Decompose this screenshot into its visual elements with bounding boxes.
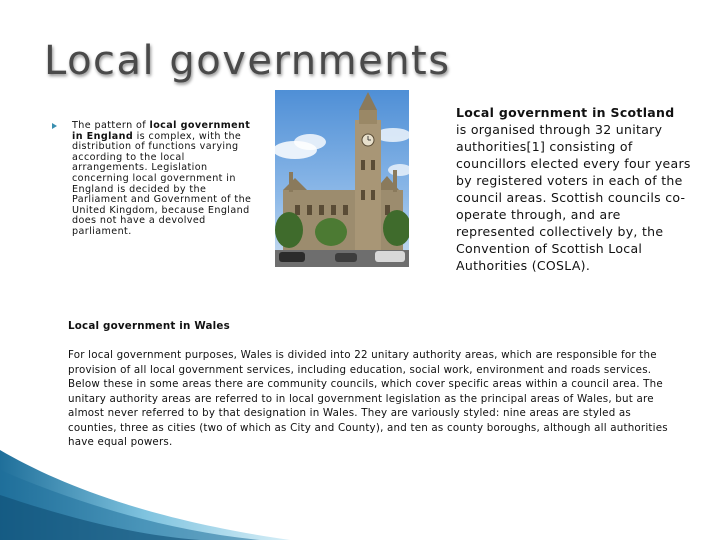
england-bullet (52, 121, 257, 238)
wales-heading: Local government in Wales (68, 320, 230, 332)
town-hall-photo (275, 90, 409, 267)
england-paragraph (72, 121, 257, 238)
england-prefix: The pattern of (72, 120, 150, 131)
decorative-wave (0, 440, 300, 540)
scotland-paragraph (456, 104, 701, 274)
wales-section (68, 319, 680, 450)
england-rest: is complex, with the distribution of functions varying according to the local arrangements. Legislation concerning local government in England is decided by the Parliament and Government of the United Kingdom, because England does not have a devolved parliament. (72, 130, 252, 237)
bullet-arrow-icon (52, 123, 57, 129)
slide-title: Local governments (44, 38, 451, 84)
wales-body: For local government purposes, Wales is divided into 22 unitary authority areas, which are responsible for the provision of all local government services, including education, social work, environment and roads services. Below these in some areas there are community councils, which cover specific areas within a council area. The unitary authority areas are referred to in local government legislation as the principal areas of Wales, but are almost never referred to by that designation in Wales. They are variously styled: nine areas are styled as counties, three as cities (two of which as City and County), and ten as county boroughs, although all authorities have equal powers. (68, 349, 668, 448)
scotland-heading: Local government in Scotland (456, 105, 675, 120)
england-bold-term: local government in England (72, 120, 251, 142)
scotland-body: is organised through 32 unitary authorities[1] consisting of councillors elected every four years by registered voters in each of the council areas. Scottish councils co-operate through, and are represented collectively by, the Convention of Scottish Local Authorities (COSLA). (456, 122, 691, 273)
